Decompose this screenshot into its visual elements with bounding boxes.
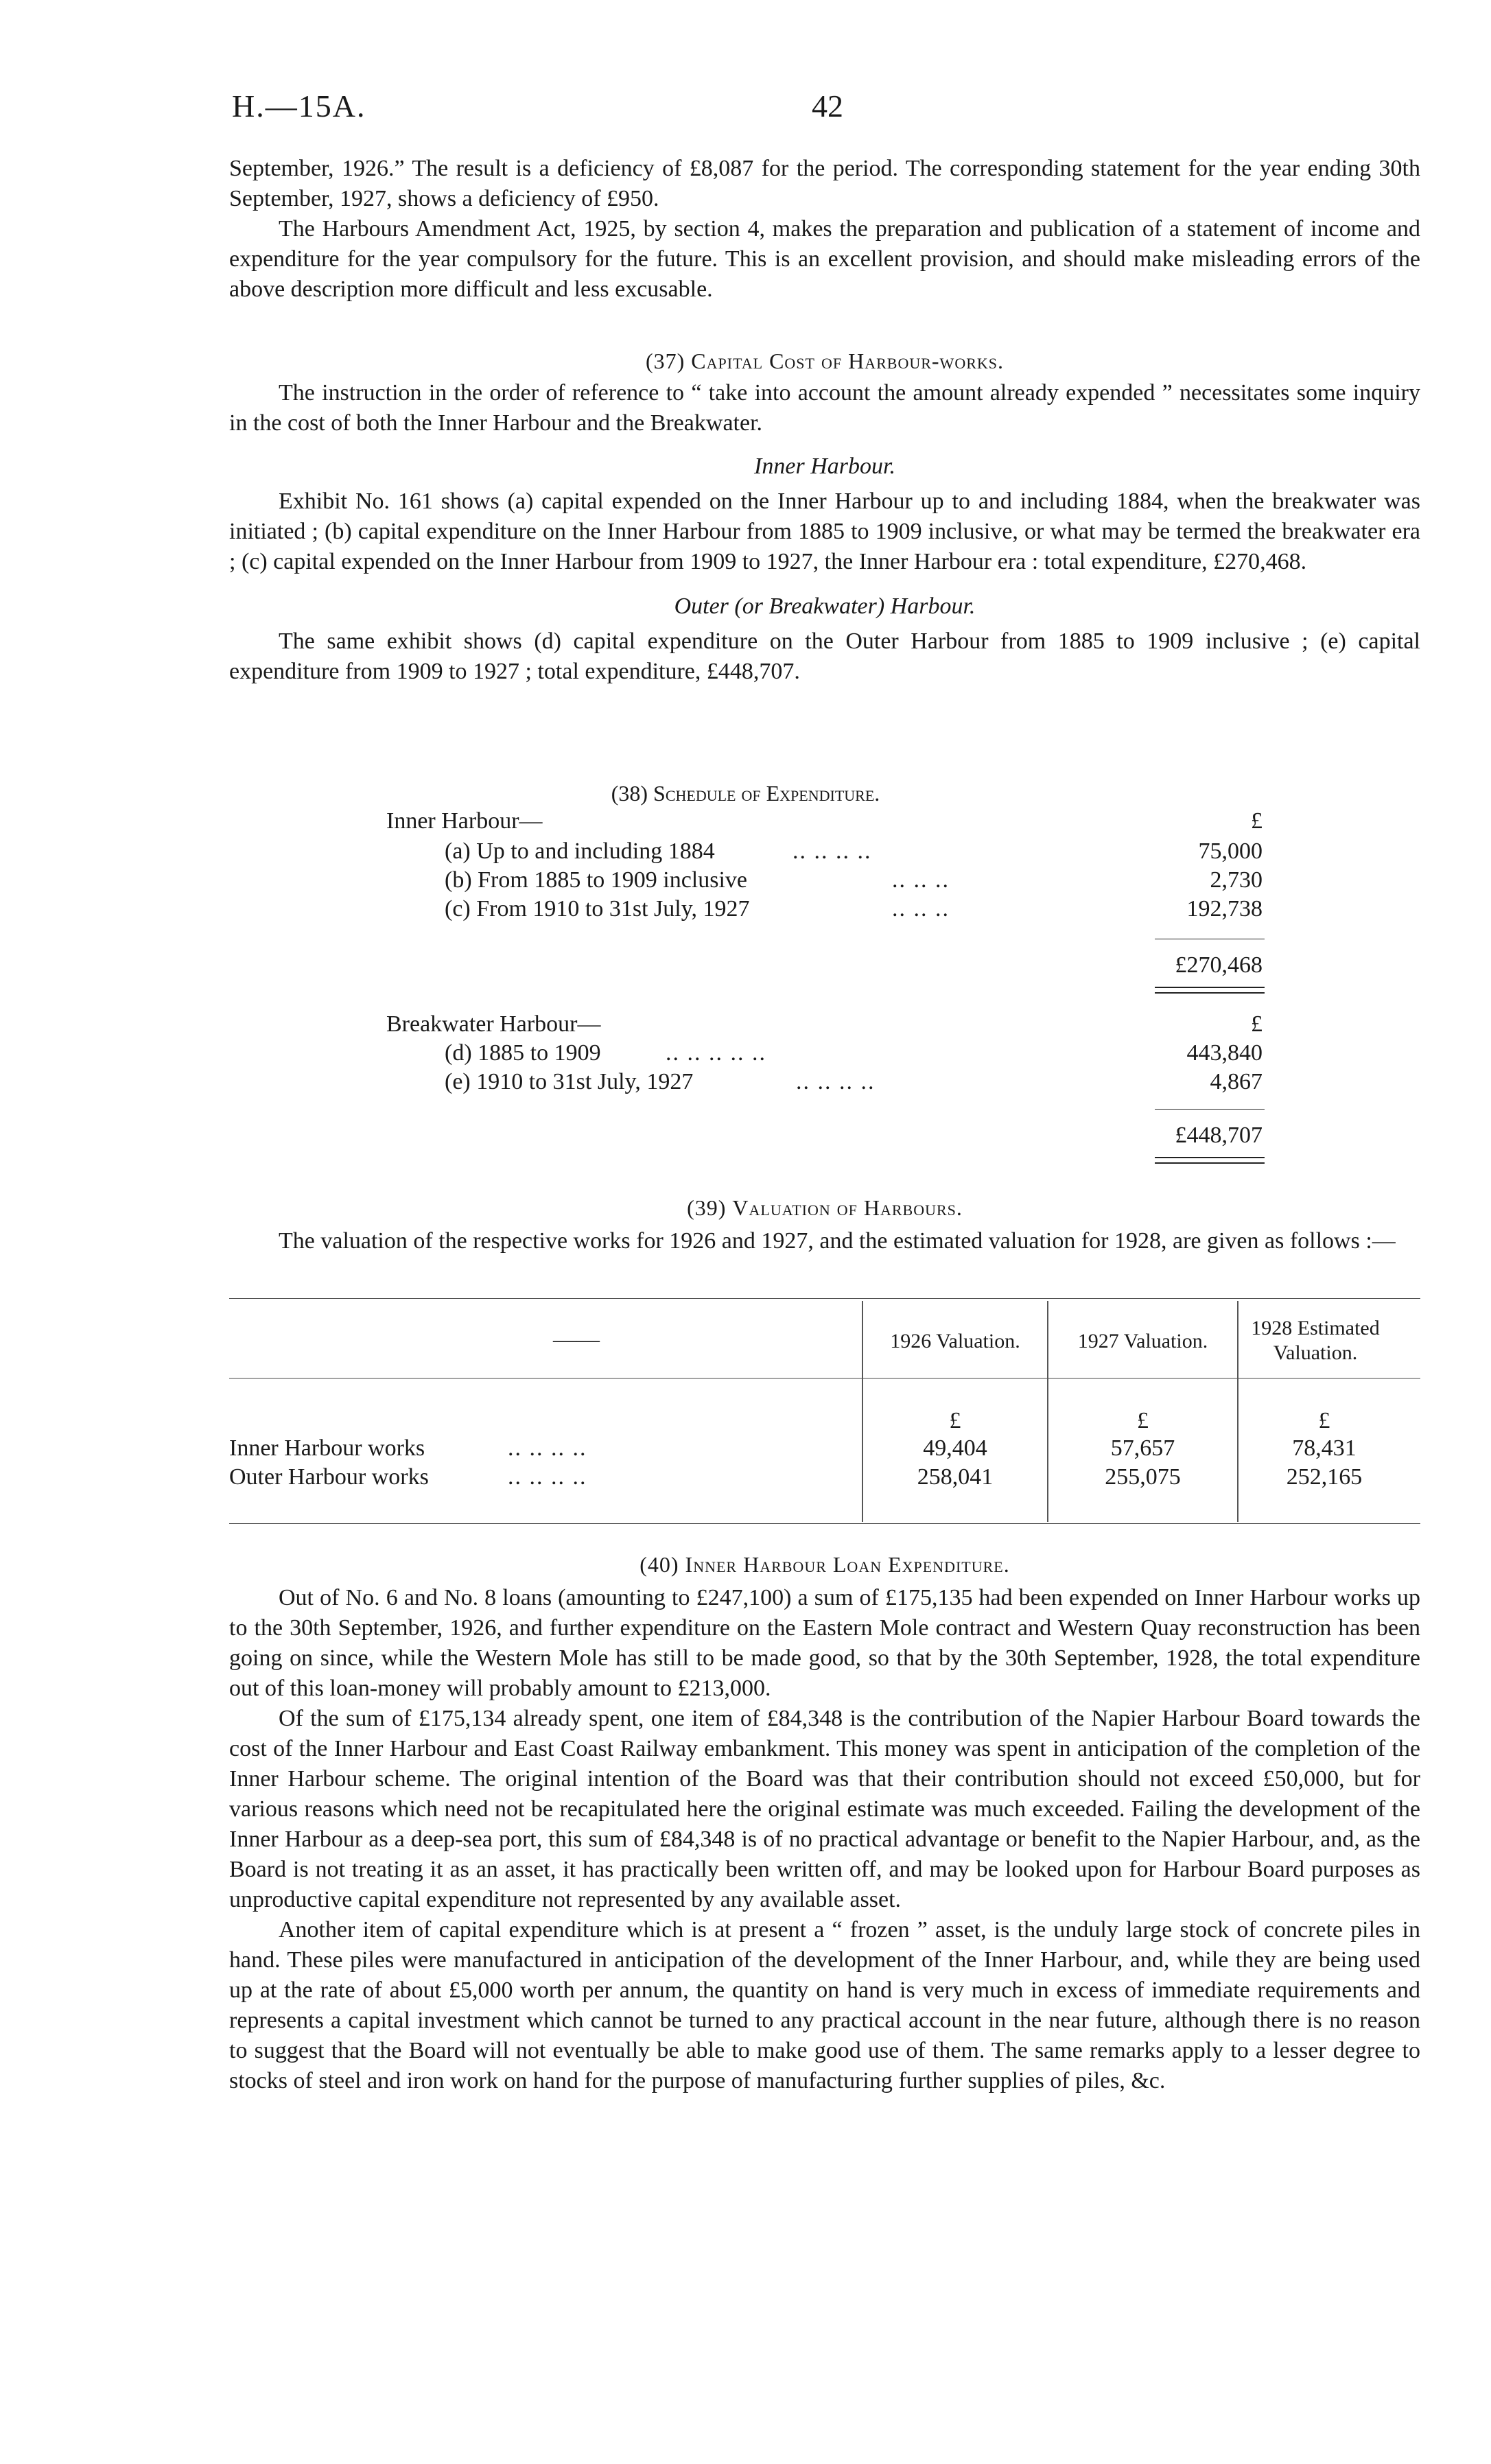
schedule-item-label: (e) 1910 to 31st July, 1927 bbox=[445, 1069, 694, 1094]
table-cell: 78,431 bbox=[1292, 1435, 1357, 1461]
breakwater-harbour-label: Breakwater Harbour— bbox=[386, 1011, 601, 1037]
total-double-rule bbox=[1155, 987, 1265, 988]
column-header: 1926 Valuation. bbox=[890, 1330, 1020, 1352]
schedule-amount: 192,738 bbox=[1186, 896, 1263, 922]
breakwater-harbour-total: £448,707 bbox=[1175, 1123, 1263, 1148]
section-paragraph: The instruction in the order of reference to “ take into account the amount already expended ” necessitates some inquiry in the cost of both the Inner Harbour and the Breakwater. bbox=[229, 380, 1420, 436]
column-header: 1928 Estimated Valuation. bbox=[1251, 1317, 1380, 1364]
schedule-item-label: (d) 1885 to 1909 bbox=[445, 1040, 601, 1066]
subheading-inner-harbour: Inner Harbour. bbox=[754, 454, 895, 479]
intro-paragraph: The Harbours Amendment Act, 1925, by section 4, makes the preparation and publication of a statement of income and expenditure for the year compulsory for the future. This is an excellent provision, and should make misleading errors of the above description more difficult and less excusable. bbox=[229, 216, 1420, 302]
table-bottom-rule bbox=[229, 1523, 1420, 1524]
schedule-amount: 2,730 bbox=[1210, 867, 1263, 893]
table-cell: 258,041 bbox=[917, 1464, 994, 1490]
currency-symbol: £ bbox=[1251, 808, 1263, 834]
total-double-rule bbox=[1155, 1162, 1265, 1164]
paper-code: H.—15A. bbox=[232, 89, 366, 124]
table-row-label: Inner Harbour works bbox=[229, 1435, 425, 1461]
section-paragraph: Another item of capital expenditure which is at present a “ frozen ” asset, is the unduly large stock of concrete piles in hand. These piles were manufactured in anticipation of the development of the Inner Harbour, and, while they are being used up at the rate of about £5,000 worth per annum, the quantity on hand is very much in excess of immediate requirements and represents a capital investment which cannot be turned to any practical account in the near future, although there is no reason to suggest that the Board will not eventually be able to make good use of them. The same remarks apply to a lesser degree to stocks of steel and iron work on hand for the purpose of manufacturing further supplies of piles, &c. bbox=[229, 1917, 1420, 2093]
section-title: Valuation of Harbours. bbox=[732, 1195, 963, 1220]
schedule-item-label: (a) Up to and including 1884 bbox=[445, 838, 715, 864]
table-cell: 252,165 bbox=[1286, 1464, 1363, 1490]
page-number: 42 bbox=[812, 89, 843, 124]
table-cell: 57,657 bbox=[1110, 1435, 1175, 1461]
table-row-label: Outer Harbour works bbox=[229, 1464, 429, 1490]
total-double-rule bbox=[1155, 992, 1265, 994]
leader-dots: .. .. .. .. bbox=[796, 1069, 876, 1094]
section-heading bbox=[229, 1195, 1420, 1221]
section-heading bbox=[229, 1552, 1420, 1577]
currency-symbol: £ bbox=[1251, 1011, 1263, 1037]
section-paragraph: The valuation of the respective works for 1926 and 1927, and the estimated valuation for 1928, are given as follows :— bbox=[279, 1228, 1396, 1254]
section-title: Capital Cost of Harbour-works. bbox=[691, 349, 1005, 373]
subheading-outer-harbour: Outer (or Breakwater) Harbour. bbox=[674, 594, 976, 619]
schedule-item-label: (b) From 1885 to 1909 inclusive bbox=[445, 867, 748, 893]
section-title: Inner Harbour Loan Expenditure. bbox=[685, 1552, 1010, 1577]
section-40 bbox=[229, 1552, 1420, 2096]
leader-dots: .. .. .. bbox=[892, 867, 950, 893]
leader-dots: .. .. .. .. .. bbox=[666, 1040, 766, 1066]
section-paragraph: Of the sum of £175,134 already spent, one item of £84,348 is the contribution of the Napier Harbour Board towards the cost of the Inner Harbour and East Coast Railway embankment. This money was spent in anticipation of the completion of the Inner Harbour scheme. The original intention of the Board was that their contribution should not exceed £50,000, but for various reasons which need not be recapitulated here the original estimate was much exceeded. Failing the development of the Inner Harbour as a deep-sea port, this sum of £84,348 is of no practical advantage or benefit to the Napier Harbour, and, as the Board is not treating it as an asset, it has practically been written off, and may be looked upon for Harbour Board purposes as unproductive capital expenditure not represented by any available asset. bbox=[229, 1706, 1420, 1912]
schedule-amount: 443,840 bbox=[1186, 1040, 1263, 1066]
inner-harbour-total: £270,468 bbox=[1175, 952, 1263, 978]
section-number: (40) bbox=[639, 1552, 679, 1577]
section-paragraph: The same exhibit shows (d) capital expenditure on the Outer Harbour from 1885 to 1909 inclusive ; (e) capital expenditure from 1909 to 1927 ; total expenditure, £448,707. bbox=[229, 629, 1420, 684]
schedule-amount: 75,000 bbox=[1198, 838, 1263, 864]
section-paragraph: Out of No. 6 and No. 8 loans (amounting to £247,100) a sum of £175,135 had been expended on Inner Harbour works up to the 30th September, 1926, and further expenditure on the Eastern Mole contract and Western Quay reconstruction has been going on since, while the Western Mole has still to be made good, so that by the 30th September, 1928, the total expenditure out of this loan-money will probably amount to £213,000. bbox=[229, 1585, 1420, 1701]
schedule-amount: 4,867 bbox=[1210, 1069, 1263, 1094]
leader-dots: .. .. .. .. bbox=[793, 838, 872, 864]
section-number: (38) bbox=[611, 781, 648, 806]
stub-header: —— bbox=[553, 1327, 600, 1352]
schedule-item-label: (c) From 1910 to 31st July, 1927 bbox=[445, 896, 750, 922]
currency-symbol: £ bbox=[949, 1408, 961, 1433]
table-cell: 49,404 bbox=[923, 1435, 987, 1461]
leader-dots: .. .. .. .. bbox=[508, 1464, 587, 1490]
section-title: Schedule of Expenditure. bbox=[653, 781, 880, 806]
section-paragraph: Exhibit No. 161 shows (a) capital expended on the Inner Harbour up to and including 1884, when the breakwater was initiated ; (b) capital expenditure on the Inner Harbour from 1885 to 1909 inclusive, or what may be termed the breakwater era ; (c) capital expended on the Inner Harbour from 1909 to 1927, the Inner Harbour era : total expenditure, £270,468. bbox=[229, 489, 1420, 574]
currency-symbol: £ bbox=[1137, 1408, 1149, 1433]
column-header: 1927 Valuation. bbox=[1077, 1330, 1208, 1352]
subtotal-rule bbox=[1155, 1109, 1265, 1110]
total-double-rule bbox=[1155, 1157, 1265, 1158]
table-top-rule bbox=[229, 1298, 1420, 1299]
leader-dots: .. .. .. .. bbox=[508, 1435, 587, 1461]
section-39 bbox=[229, 1195, 1420, 1256]
section-number: (39) bbox=[687, 1195, 727, 1220]
table-cell: 255,075 bbox=[1105, 1464, 1181, 1490]
inner-harbour-label: Inner Harbour— bbox=[386, 808, 543, 834]
currency-symbol: £ bbox=[1318, 1408, 1330, 1433]
intro-paragraph: September, 1926.” The result is a deficiency of £8,087 for the period. The corresponding statement for the year ending 30th September, 1927, shows a deficiency of £950. bbox=[229, 156, 1420, 211]
section-heading bbox=[0, 781, 1491, 806]
leader-dots: .. .. .. bbox=[892, 896, 950, 922]
section-number: (37) bbox=[645, 349, 685, 373]
